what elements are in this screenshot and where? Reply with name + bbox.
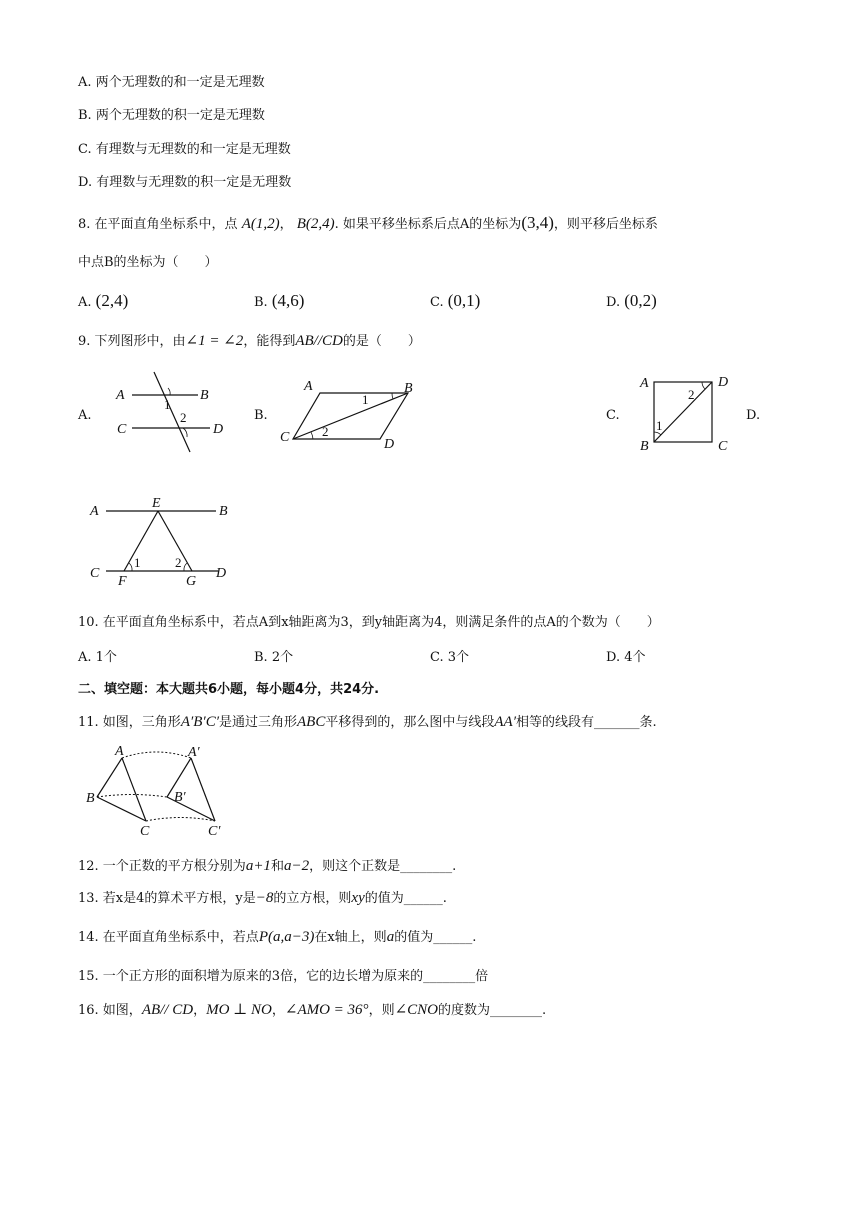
fig-d-label-f: F [118,574,127,589]
q9-label-d: D. [746,408,761,423]
fig-b-angle-1: 1 [362,392,369,407]
q8-option-c: C. (0,1) [430,291,481,310]
fig-c-label-d: D [718,375,729,390]
fig-a-angle-1: 1 [164,397,171,412]
fig-b-label-b: B [404,381,413,396]
fig-c-label-c: C [718,439,728,454]
q8-stem-line2: 中点B的坐标为（ ） [78,255,218,270]
fig-c-label-b: B [640,439,649,454]
q15-stem: 15. 一个正方形的面积增为原来的3倍，它的边长增为原来的________倍 [78,969,489,984]
fig-b-label-d: D [384,437,395,452]
q9-figure-d [86,496,236,588]
q7-option-d: D. 有理数与无理数的积一定是无理数 [78,175,292,190]
fig-a-label-a: A [116,388,125,403]
q8-option-a: A. (2,4) [78,291,129,310]
fig-d-label-a: A [90,504,99,519]
fig11-label-a-prime: A′ [188,745,200,760]
q9-label-c: C. [606,408,620,423]
q9-figure-c [636,372,736,456]
fig-b-label-c: C [280,430,290,445]
q7-option-a: A. 两个无理数的和一定是无理数 [78,75,265,90]
q8-option-d: D. (0,2) [606,291,657,310]
q11-stem: 11. 如图，三角形A′B′C′是通过三角形ABC平移得到的，那么图中与线段AA′相等的线段有_______条. [78,714,657,730]
section-2-heading: 二、填空题：本大题共6小题，每小题4分，共24分. [78,682,380,697]
fig11-label-a: A [115,744,124,759]
q7-option-b: B. 两个无理数的积一定是无理数 [78,108,265,123]
fig-c-angle-1: 1 [656,418,663,433]
new-coord-a: (3,4) [521,213,554,232]
q9-figure-b [280,376,420,456]
fig-d-label-g: G [186,574,197,589]
q8-option-b: B. (4,6) [254,291,305,310]
q10-option-a: A. 1个 [78,650,117,665]
fig11-label-c: C [140,824,150,839]
q10-option-c: C. 3个 [430,650,470,665]
fig-d-label-e: E [152,496,161,511]
q9-label-b: B. [254,408,268,423]
fig-b-angle-2: 2 [322,424,329,439]
fig-d-label-d: D [216,566,227,581]
fig-d-label-b: B [219,504,228,519]
fig-d-angle-2: 2 [175,555,182,570]
fig-a-label-b: B [200,388,209,403]
q9-label-a: A. [78,408,92,423]
fig-c-label-a: A [640,376,649,391]
q11-figure [84,742,234,842]
q10-option-d: D. 4个 [606,650,646,665]
fig11-label-b-prime: B′ [174,790,186,805]
fig-c-angle-2: 2 [688,387,695,402]
point-b: B(2,4) [296,216,335,232]
fig-a-label-c: C [117,422,127,437]
q7-option-c: C. 有理数与无理数的和一定是无理数 [78,142,291,157]
q16-stem: 16. 如图，AB// CD，MO ⊥ NO，∠AMO = 36°，则∠CNO的度数为________. [78,1002,547,1018]
fig-d-angle-1: 1 [134,555,141,570]
q10-option-b: B. 2个 [254,650,294,665]
q10-stem: 10. 在平面直角坐标系中，若点A到x轴距离为3，到y轴距离为4，则满足条件的点A的个数为（ ） [78,615,660,630]
q9-stem: 9. 下列图形中，由∠1 = ∠2，能得到AB//CD的是（ ） [78,333,421,349]
q13-stem: 13. 若x是4的算术平方根，y是−8的立方根，则xy的值为______. [78,890,447,906]
fig-d-label-c: C [90,566,100,581]
q14-stem: 14. 在平面直角坐标系中，若点P(a,a−3)在x轴上，则a的值为______. [78,929,477,945]
point-a: A(1,2) [241,216,280,232]
q8-stem: 8. 在平面直角坐标系中，点 A(1,2)， B(2,4). 如果平移坐标系后点A的坐标为(3,4)，则平移后坐标系 [78,213,658,232]
fig-b-label-a: A [304,379,313,394]
fig-a-angle-2: 2 [180,410,187,425]
fig11-label-b: B [86,791,95,806]
q9-figure-a [110,368,224,458]
fig11-label-c-prime: C′ [208,824,221,839]
q12-stem: 12. 一个正数的平方根分别为a+1和a−2，则这个正数是________. [78,858,457,874]
fig-a-label-d: D [213,422,224,437]
